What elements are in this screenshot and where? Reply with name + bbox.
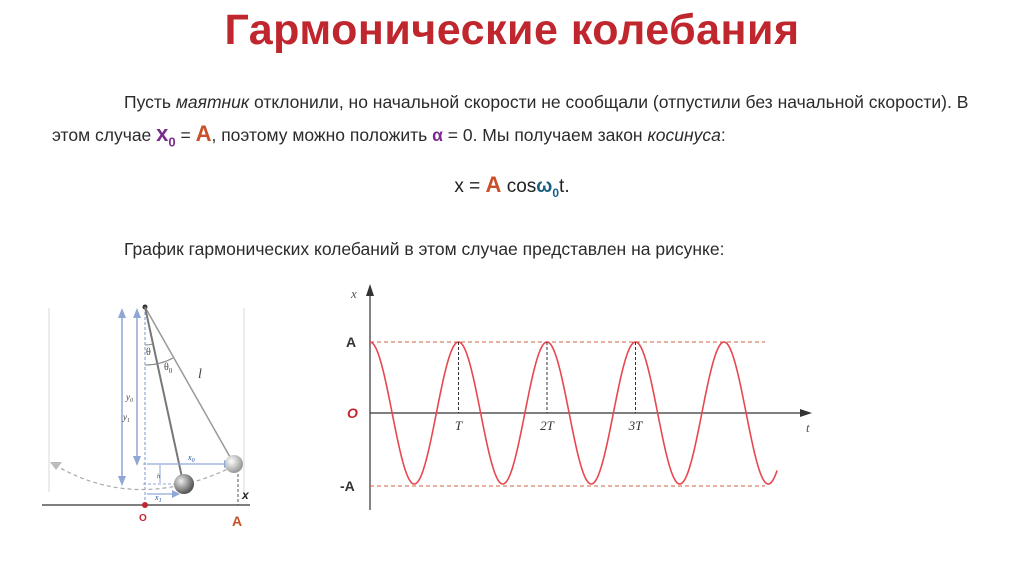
intro-paragraph: Пусть маятник отклонили, но начальной скорости не сообщали (отпустили без начальной скорости). В этом случае $x_0 = A$, поэтому можно положить α = 0. Мы получаем закон косинуса:	[52, 92, 969, 150]
x-axis-label: x	[242, 488, 249, 502]
ytick-minusA: -A	[340, 478, 355, 494]
ytick-O: O	[347, 405, 358, 421]
ytick-A: A	[346, 334, 357, 350]
y0-label: $y_0$	[126, 392, 133, 404]
page-title: Гармонические колебания	[224, 6, 800, 54]
chart-ylabel: x	[351, 286, 357, 301]
y1-label: $y_1$	[123, 412, 130, 424]
h-label: h	[157, 474, 160, 480]
x1-label: $x_1$	[155, 493, 162, 504]
length-label: l	[198, 367, 202, 382]
chart-xlabel: t	[806, 420, 810, 435]
amplitude-label: A	[232, 513, 243, 529]
alpha-symbol: α	[432, 125, 443, 145]
origin-label: O	[139, 513, 147, 524]
xtick-label: T	[454, 418, 463, 433]
theta0-label: $\theta_0$	[164, 362, 173, 375]
graph-caption: График гармонических колебаний в этом случае представлен на рисунке:	[124, 239, 725, 259]
xtick-label: 2T	[540, 418, 554, 433]
x0-label: $x_0$	[188, 453, 195, 464]
theta-label: θ	[146, 347, 151, 358]
cosine-formula: x = A cosω$_0$t.	[454, 172, 570, 200]
x0-symbol: $x_0$	[156, 121, 176, 150]
xtick-label: 3T	[628, 418, 643, 433]
amplitude-symbol: A	[195, 121, 212, 146]
